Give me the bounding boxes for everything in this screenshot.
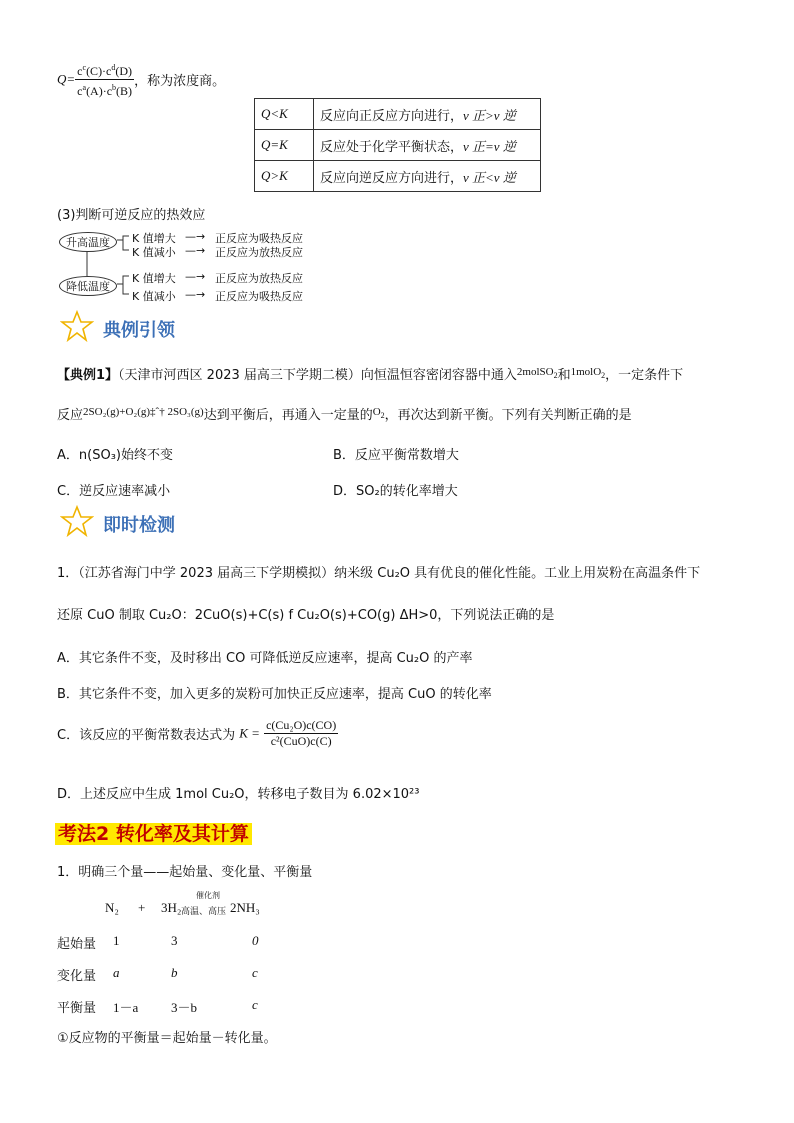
conv-value-nh3: 0	[252, 933, 259, 948]
example1-and: 和	[557, 368, 571, 383]
conv-equation	[105, 890, 285, 920]
q1-option-b[interactable]: B．其它条件不变，加入更多的炭粉可加快正反应速率，提高 CuO 的转化率	[57, 687, 492, 702]
q-symbol: Q=	[57, 71, 76, 87]
example1-o2: 1molO2	[570, 366, 606, 381]
qk-desc-text: 反应处于化学平衡状态，	[320, 139, 464, 155]
star-icon	[60, 505, 94, 537]
q-definition	[57, 60, 225, 99]
example1-so2: 2molSO2	[516, 366, 558, 381]
qk-rate-text: v 正=v 逆	[463, 138, 516, 154]
conv-intro: 1．明确三个量——起始量、变化量、平衡量	[57, 865, 313, 880]
example1-text-d: ，再次达到新平衡。下列有关判断正确的是	[384, 408, 632, 423]
heat-result: 正反应为放热反应	[215, 272, 303, 285]
q1-option-d[interactable]: D．上述反应中生成 1mol Cu₂O，转移电子数目为 6.02×10²³	[57, 787, 420, 802]
example1-line1	[57, 364, 683, 383]
conv-row-label: 变化量	[57, 969, 97, 984]
example1-label: 【典例1】	[57, 368, 119, 383]
star-icon	[60, 310, 94, 342]
qk-description	[314, 99, 541, 130]
qk-row	[255, 130, 541, 161]
lower-temp-label: 降低温度	[59, 276, 117, 296]
conv-value-n2: a	[113, 965, 120, 980]
section-title-quick-check: 即时检测	[103, 515, 175, 536]
q-fraction	[75, 60, 134, 99]
heat-k-change: K 值增大	[132, 232, 176, 245]
q1-k-denominator: c²(CuO)c(C)	[270, 734, 332, 748]
qk-condition: Q<K	[255, 99, 314, 130]
heat-k-change: K 值增大	[132, 272, 176, 285]
heat-k-change: K 值减小	[132, 246, 176, 259]
qk-row	[255, 99, 541, 130]
conv-row-label: 起始量	[57, 937, 97, 952]
qk-condition: Q=K	[255, 130, 314, 161]
conv-value-nh3: c	[252, 965, 258, 980]
eq-condition: 高温、高压	[181, 906, 227, 916]
method-heading-text: 考法2 转化率及其计算	[55, 823, 252, 845]
heat-k-change: K 值减小	[132, 290, 176, 303]
q1-k-numerator: c(Cu₂O)c(CO)	[266, 718, 337, 732]
conv-value-h2: 3	[171, 933, 178, 948]
example1-equation: 2SO₂(g)+O₂(g)‡ˆ† 2SO₃(g)	[83, 406, 204, 418]
example1-option-b[interactable]: B．反应平衡常数增大	[333, 448, 459, 463]
qk-desc-text: 反应向逆反应方向进行，	[320, 170, 464, 186]
heat-result: 正反应为放热反应	[215, 246, 303, 259]
conv-row-label: 平衡量	[57, 1001, 97, 1016]
method-heading	[55, 819, 252, 846]
qk-row	[255, 161, 541, 192]
conv-value-nh3: c	[252, 997, 258, 1012]
q1-k-symbol: K =	[239, 725, 260, 741]
q1-option-a[interactable]: A．其它条件不变，及时移出 CO 可降低逆反应速率，提高 Cu₂O 的产率	[57, 651, 473, 666]
qk-table	[254, 98, 541, 192]
conv-value-h2: 3－b	[171, 1000, 198, 1015]
q-suffix: ，称为浓度商。	[134, 74, 226, 89]
example1-react: 反应	[57, 408, 84, 423]
arrow-right-icon: —→	[185, 288, 206, 301]
q1-line1: 1．（江苏省海门中学 2023 届高三下学期模拟）纳米级 Cu₂O 具有优良的催化性能。工业上用炭粉在高温条件下	[57, 566, 701, 581]
qk-description	[314, 130, 541, 161]
eq-plus: +	[138, 900, 146, 915]
qk-rate-text: v 正>v 逆	[463, 107, 516, 123]
arrow-right-icon: —→	[185, 244, 206, 257]
example1-o2b: O2	[372, 406, 385, 421]
conv-value-h2: b	[171, 965, 178, 980]
arrow-right-icon: —→	[185, 270, 206, 283]
heat-result: 正反应为吸热反应	[215, 232, 303, 245]
conv-value-n2: 1	[113, 933, 120, 948]
q1-option-c[interactable]	[57, 718, 338, 749]
section-title-examples: 典例引领	[103, 320, 175, 341]
conv-value-n2: 1－a	[113, 1000, 139, 1015]
qk-description	[314, 161, 541, 192]
qk-rate-text: v 正<v 逆	[463, 169, 516, 185]
heat-diagram	[57, 230, 317, 302]
eq-nh3: 2NH₃	[230, 900, 260, 915]
eq-catalyst: 催化剂	[196, 891, 220, 900]
example1-text-b: ，一定条件下	[605, 368, 684, 383]
example1-text-c: 达到平衡后，再通入一定量的	[203, 408, 373, 423]
q-numerator: $c^c(C)\cdot c^d(D)$	[75, 60, 134, 80]
heat-result: 正反应为吸热反应	[215, 290, 303, 303]
q1-k-fraction	[264, 718, 338, 749]
qk-desc-text: 反应向正反应方向进行，	[320, 108, 464, 124]
q-denominator: $c^a(A)\cdot c^b(B)$	[77, 83, 133, 98]
arrow-right-icon: —→	[185, 230, 206, 243]
q1-option-c-text: C．该反应的平衡常数表达式为	[57, 728, 236, 743]
qk-condition: Q>K	[255, 161, 314, 192]
example1-option-a[interactable]: A．n(SO₃)始终不变	[57, 448, 173, 463]
heat-title: (3)判断可逆反应的热效应	[57, 208, 206, 223]
raise-temp-label: 升高温度	[59, 232, 117, 252]
eq-h2: 3H₂	[161, 900, 182, 915]
example1-text-a: （天津市河西区 2023 届高三下学期二模）向恒温恒容密闭容器中通入	[118, 368, 517, 383]
eq-n2: N₂	[105, 900, 119, 915]
conv-note: ①反应物的平衡量＝起始量－转化量。	[57, 1031, 277, 1046]
q1-line2: 还原 CuO 制取 Cu₂O：2CuO(s)+C(s) f Cu₂O(s)+CO(g) ΔH>0，下列说法正确的是	[57, 608, 555, 623]
example1-line2	[57, 404, 632, 423]
example1-option-c[interactable]: C．逆反应速率减小	[57, 484, 171, 499]
example1-option-d[interactable]: D．SO₂的转化率增大	[333, 484, 458, 499]
